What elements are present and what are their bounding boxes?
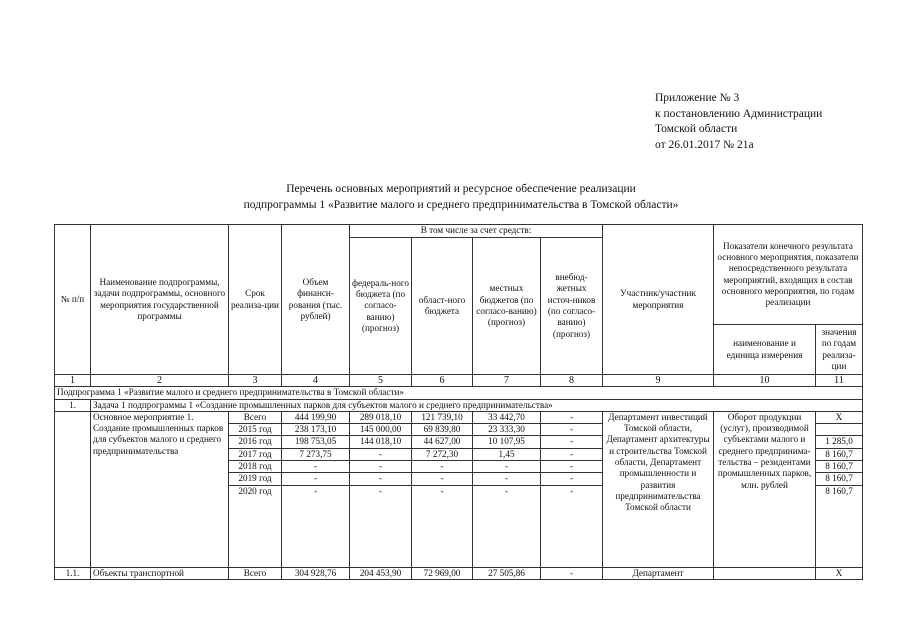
column-number: 6 (412, 375, 473, 387)
volume-cell: 238 173,10 (282, 424, 350, 436)
activity-number-cell (55, 411, 91, 567)
value-cell: Х (816, 411, 863, 423)
federal-cell: - (350, 461, 412, 473)
activity-name: Основное мероприятие 1. Создание промышленных парков для субъектов малого и среднего предпринимательства (91, 411, 229, 567)
participant-cell: Департамент (603, 567, 714, 579)
header-including: В том числе за счет средств: (350, 225, 603, 238)
term-cell: Всего (229, 567, 282, 579)
header-local: местных бюджетов (по согласо-ванию) (прогноз) (473, 238, 541, 375)
annex-line-4: от 26.01.2017 № 21а (655, 138, 754, 151)
header-offbudget: внебюд-жетных источ-ников (по согласо-ванию) (прогноз) (541, 238, 603, 375)
regional-cell: - (412, 473, 473, 485)
volume-cell: 198 753,05 (282, 436, 350, 448)
regional-cell: 121 739,10 (412, 411, 473, 423)
regional-cell: 44 627,00 (412, 436, 473, 448)
volume-cell: - (282, 485, 350, 567)
offbudget-cell: - (541, 436, 603, 448)
column-number: 9 (603, 375, 714, 387)
annex-line-2: к постановлению Администрации (655, 107, 823, 120)
subprogram-row: Подпрограмма 1 «Развитие малого и среднего предпринимательства в Томской области» (55, 387, 863, 399)
column-number: 11 (816, 375, 863, 387)
column-number: 8 (541, 375, 603, 387)
volume-cell: 7 273,75 (282, 448, 350, 460)
row-number: 1.1. (55, 567, 91, 579)
indicator-cell (714, 567, 816, 579)
header-indicator-name: наименование и единица измерения (714, 325, 816, 375)
term-cell: 2017 год (229, 448, 282, 460)
column-number: 5 (350, 375, 412, 387)
local-cell: 33 442,70 (473, 411, 541, 423)
annex-line-3: Томской области (655, 123, 738, 135)
header-indicators: Показатели конечного результата основного мероприятия, показатели непосредственного результата мероприятий, входящих в состав основного мероприятия, по годам реализации (714, 225, 863, 325)
regional-cell: 69 839,80 (412, 424, 473, 436)
local-cell: - (473, 461, 541, 473)
offbudget-cell: - (541, 485, 603, 567)
volume-cell: 304 928,76 (282, 567, 350, 579)
column-number: 10 (714, 375, 816, 387)
header-term: Срок реализа-ции (229, 225, 282, 375)
local-cell: 1,45 (473, 448, 541, 460)
row-name: Объекты транспортной (91, 567, 229, 579)
value-cell (816, 424, 863, 436)
volume-cell: 444 199,90 (282, 411, 350, 423)
regional-cell: - (412, 461, 473, 473)
term-cell: 2020 год (229, 485, 282, 567)
offbudget-cell: - (541, 461, 603, 473)
offbudget-cell: - (541, 424, 603, 436)
header-indicator-values: значения по годам реализа-ции (816, 325, 863, 375)
column-number: 4 (282, 375, 350, 387)
federal-cell: - (350, 485, 412, 567)
regional-cell: 72 969,00 (412, 567, 473, 579)
column-number: 2 (91, 375, 229, 387)
header-regional: област-ного бюджета (412, 238, 473, 375)
local-cell: - (473, 485, 541, 567)
title-line-2: подпрограммы 1 «Развитие малого и среднего предпринимательства в Томской области» (243, 199, 679, 211)
term-cell: 2018 год (229, 461, 282, 473)
activity-participant: Департамент инвестиций Томской области, Департамент архитектуры и строительства Томской области, Департамент промышленности и развития предпринимательства Томской области (603, 411, 714, 567)
header-federal: федераль-ного бюджета (по согласо-ванию) (прогноз) (350, 238, 412, 375)
offbudget-cell: - (541, 567, 603, 579)
header-num: № п/п (55, 225, 91, 375)
value-cell: Х (816, 567, 863, 579)
federal-cell: 145 000,00 (350, 424, 412, 436)
local-cell: 27 505,86 (473, 567, 541, 579)
local-cell: 23 333,30 (473, 424, 541, 436)
annex-block (655, 91, 822, 153)
term-cell: 2019 год (229, 473, 282, 485)
regional-cell: 7 272,30 (412, 448, 473, 460)
offbudget-cell: - (541, 411, 603, 423)
value-cell: 8 160,7 (816, 448, 863, 460)
value-cell: 1 285,0 (816, 436, 863, 448)
task-row: Задача 1 подпрограммы 1 «Создание промышленных парков для субъектов малого и среднего предпринимательства» (91, 399, 863, 411)
value-cell: 8 160,7 (816, 485, 863, 567)
term-cell: 2016 год (229, 436, 282, 448)
volume-cell: - (282, 461, 350, 473)
title-line-1: Перечень основных мероприятий и ресурсное обеспечение реализации (286, 183, 636, 195)
term-cell: Всего (229, 411, 282, 423)
offbudget-cell: - (541, 473, 603, 485)
regional-cell: - (412, 485, 473, 567)
header-participant: Участник/участник мероприятия (603, 225, 714, 375)
term-cell: 2015 год (229, 424, 282, 436)
offbudget-cell: - (541, 448, 603, 460)
federal-cell: - (350, 473, 412, 485)
column-number: 3 (229, 375, 282, 387)
column-number: 7 (473, 375, 541, 387)
federal-cell: 204 453,90 (350, 567, 412, 579)
header-name: Наименование подпрограммы, задачи подпрограммы, основного мероприятия государственной программы (91, 225, 229, 375)
local-cell: 10 107,95 (473, 436, 541, 448)
activities-table (54, 224, 863, 580)
activity-indicator: Оборот продукции (услуг), производимой субъектами малого и среднего предпринима-тельства – резидентами промышленных парков, млн. рублей (714, 411, 816, 567)
header-volume: Объем финанси-рования (тыс. рублей) (282, 225, 350, 375)
task-number: 1. (55, 399, 91, 411)
federal-cell: 144 018,10 (350, 436, 412, 448)
value-cell: 8 160,7 (816, 473, 863, 485)
value-cell: 8 160,7 (816, 461, 863, 473)
federal-cell: - (350, 448, 412, 460)
document-title (0, 181, 905, 213)
federal-cell: 289 018,10 (350, 411, 412, 423)
volume-cell: - (282, 473, 350, 485)
column-number: 1 (55, 375, 91, 387)
local-cell: - (473, 473, 541, 485)
annex-line-1: Приложение № 3 (655, 92, 740, 104)
